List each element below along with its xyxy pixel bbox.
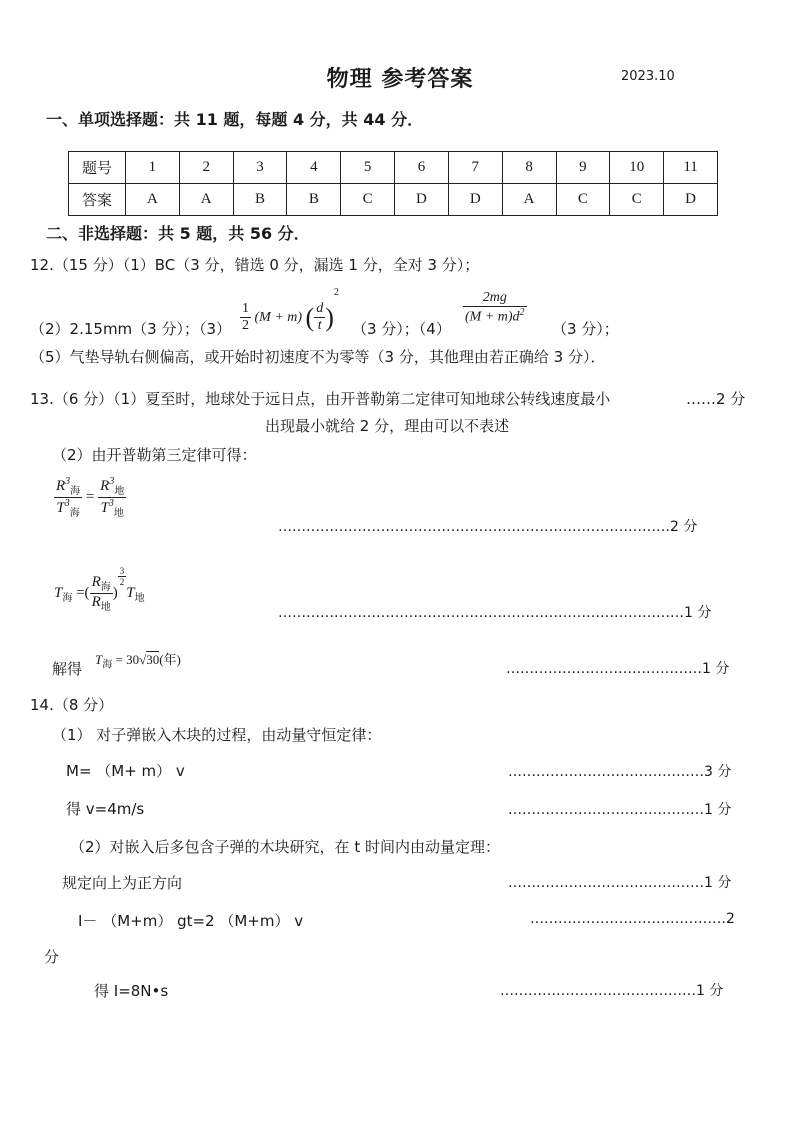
var: R <box>91 594 101 611</box>
var: R <box>100 478 110 494</box>
sub: 海 <box>100 582 111 594</box>
table-cell: D <box>448 184 502 216</box>
sqrt-value: 30 <box>146 652 160 667</box>
fraction-rhs <box>98 476 126 519</box>
q13-line1: 13.（6 分）（1）夏至时，地球处于远日点，由开普勒第二定律可知地球公转线速度最小 <box>30 390 611 408</box>
frac-den: 2 <box>242 318 249 334</box>
frac-den <box>90 594 113 613</box>
q13-equation-2 <box>54 566 145 613</box>
unit: (年) <box>159 652 181 667</box>
frac-num: 1 <box>242 301 249 317</box>
q13-equation-1 <box>54 476 126 519</box>
frac-num: 3 <box>119 566 125 576</box>
q13-score2: …………………………………………………………………………2 分 <box>278 519 698 535</box>
table-cell: 3 <box>233 152 287 184</box>
table-cell: C <box>556 184 610 216</box>
formula-exponent: 2 <box>519 307 525 318</box>
var: T <box>54 585 63 601</box>
table-cell: 9 <box>556 152 610 184</box>
close-paren: ) <box>112 585 118 601</box>
equals-sign: = <box>85 488 95 505</box>
sup: 3 <box>109 476 115 487</box>
frac-num: d <box>316 301 324 317</box>
q12-formula-3: $\frac{1}{2}$ (M + m) ( $\frac{d}{t}$ )$^2$ <box>242 287 339 334</box>
q14-score3: ……………………………………1 分 <box>508 875 732 891</box>
table-cell: 1 <box>126 152 180 184</box>
frac-den <box>54 498 82 519</box>
equals-open: =( <box>76 585 90 601</box>
frac-den-text: (M + m)d <box>465 309 520 325</box>
q12-formula-4 <box>463 290 527 326</box>
q12-part4-score: （3 分）； <box>552 320 619 338</box>
var: T <box>126 585 135 601</box>
q14-direction: 规定向上为正方向 <box>62 874 183 892</box>
sub: 海 <box>102 659 113 671</box>
q14-score1: ……………………………………3 分 <box>508 764 732 780</box>
section2-heading: 二、非选择题：共 5 题，共 56 分． <box>46 224 310 243</box>
frac-num: 2mg <box>463 290 527 307</box>
sup: 3 <box>64 498 70 509</box>
table-cell: 5 <box>341 152 395 184</box>
var: R <box>56 478 66 494</box>
q14-line1: 14.（8 分） <box>30 696 114 714</box>
fraction-exponent <box>118 566 127 587</box>
q13-score3: ……………………………………………………………………………1 分 <box>278 605 712 621</box>
sub: 海 <box>69 508 80 519</box>
table-cell: 4 <box>287 152 341 184</box>
q12-line3: （5）气垫导轨右侧偏高，或开始时初速度不为零等（3 分，其他理由若正确给 3 分）． <box>30 348 606 366</box>
table-cell: A <box>126 184 180 216</box>
var: T <box>95 652 103 667</box>
q14-part2: （2）对嵌入后多包含子弹的木块研究，在 t 时间内由动量定理： <box>70 838 500 856</box>
q14-eq2: 得 v=4m/s <box>66 800 145 818</box>
table-cell: 11 <box>664 152 718 184</box>
table-cell: C <box>610 184 664 216</box>
sub: 地 <box>100 602 111 614</box>
table-cell: A <box>502 184 556 216</box>
fraction-radius <box>90 574 113 613</box>
value: = 30 <box>115 652 140 667</box>
q13-score4: ……………………………………1 分 <box>506 661 730 677</box>
frac-num <box>54 476 82 498</box>
table-cell: 10 <box>610 152 664 184</box>
table-cell: D <box>395 184 449 216</box>
q13-line2: （2）由开普勒第三定律可得： <box>52 446 257 464</box>
table-cell: A <box>179 184 233 216</box>
frac-den: 2 <box>119 577 125 587</box>
frac-num <box>90 574 113 594</box>
q13-score1: ……2 分 <box>686 390 746 408</box>
q12-part3-score: （3 分）；（4） <box>352 320 451 338</box>
exam-date: 2023.10 <box>621 69 675 84</box>
sup: 3 <box>108 498 114 509</box>
sub: 地 <box>113 508 124 519</box>
table-row-numbers <box>69 152 718 184</box>
table-cell: B <box>287 184 341 216</box>
formula-exponent: 2 <box>333 287 339 298</box>
q12-part2: （2）2.15mm（3 分）；（3） <box>30 320 232 338</box>
row-label-answer: 答案 <box>69 184 126 216</box>
var: R <box>91 574 101 591</box>
sub: 海 <box>62 593 73 604</box>
table-cell: B <box>233 184 287 216</box>
table-row-answers <box>69 184 718 216</box>
sqrt-icon: √ <box>139 652 147 667</box>
fraction-half <box>240 301 251 334</box>
frac-den: t <box>317 318 322 334</box>
table-cell: 8 <box>502 152 556 184</box>
q14-score4: ……………………………………2 <box>530 911 735 927</box>
q13-solve-label: 解得 <box>52 660 83 678</box>
fraction-lhs <box>54 476 82 519</box>
q14-eq3: I－ （M+m） gt=2 （M+m） v <box>78 912 304 930</box>
frac-num <box>98 476 126 498</box>
table-cell: 7 <box>448 152 502 184</box>
fraction-2mg <box>463 290 527 326</box>
sup: 3 <box>65 476 71 487</box>
q13-note1: 出现最小就给 2 分，理由可以不表述 <box>265 417 510 435</box>
q14-part1: （1） 对子弹嵌入木块的过程，由动量守恒定律： <box>52 726 382 744</box>
sub: 海 <box>70 486 81 497</box>
table-cell: 2 <box>179 152 233 184</box>
q14-score2: ……………………………………1 分 <box>508 802 732 818</box>
q13-equation-3 <box>95 649 181 671</box>
table-cell: D <box>664 184 718 216</box>
q14-score4-tail: 分 <box>44 948 60 966</box>
section1-heading: 一、单项选择题：共 11 题，每题 4 分，共 44 分． <box>46 110 424 129</box>
var: T <box>100 500 109 516</box>
q14-eq1: M= （M+ m） v <box>66 762 185 780</box>
q14-score5: ……………………………………1 分 <box>500 983 724 999</box>
frac-den <box>463 307 527 326</box>
var: T <box>56 500 65 516</box>
q12-line1: 12.（15 分）（1）BC（3 分，错选 0 分，漏选 1 分，全对 3 分）； <box>30 256 480 274</box>
answer-table <box>68 151 718 216</box>
q14-eq4: 得 I=8N•s <box>94 982 169 1000</box>
table-cell: 6 <box>395 152 449 184</box>
sub: 地 <box>134 593 145 604</box>
row-label-question-number: 题号 <box>69 152 126 184</box>
page-title: 物理 参考答案 <box>326 67 474 92</box>
table-cell: C <box>341 184 395 216</box>
frac-den <box>98 498 126 519</box>
formula-mass-term: (M + m) <box>254 310 303 325</box>
sub: 地 <box>114 486 125 497</box>
fraction-d-over-t <box>314 301 325 334</box>
